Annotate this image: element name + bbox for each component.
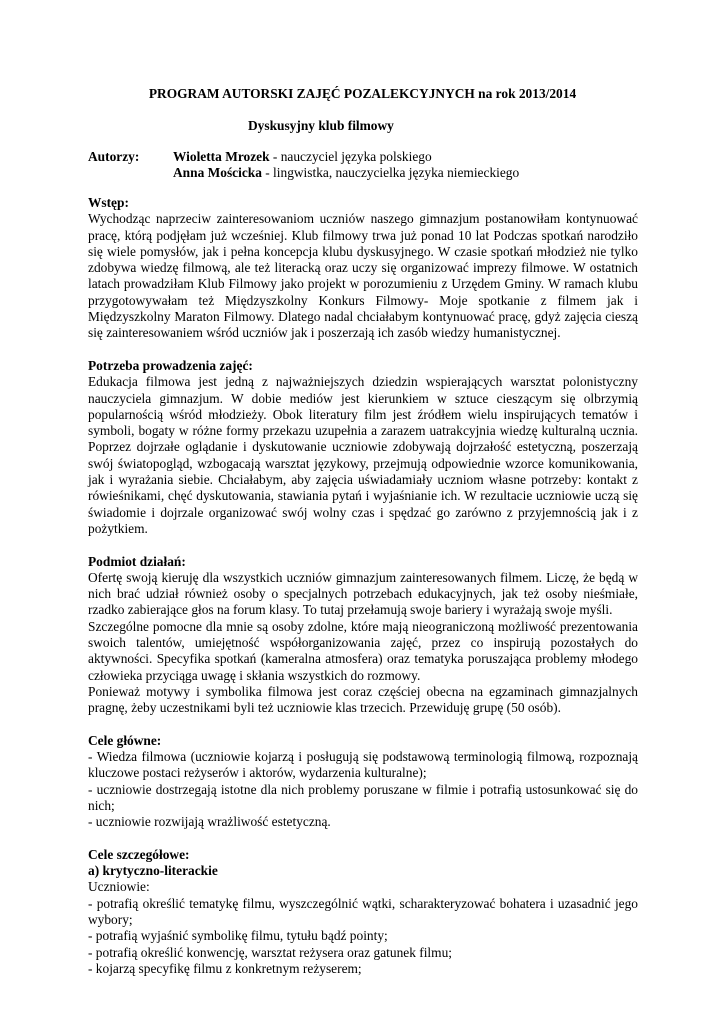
list-lead: Uczniowie: xyxy=(88,879,150,895)
section-main-goals xyxy=(88,733,638,831)
author-line xyxy=(88,165,519,181)
list-item: - uczniowie rozwijają wrażliwość estetyczną. xyxy=(88,814,331,830)
section-paragraph: Edukacja filmowa jest jedną z najważniejszych dziedzin wspierających warsztat polonistyczny nauczyciela gimnazjum. W dobie mediów jest kierunkiem w sztuce cieszącym się olbrzymią popularnością wśród młodzieży. Obok literatury film jest źródłem wielu inspirujących tematów i symboli, bogaty w różne formy przekazu uzupełnia a zarazem uatrakcyjnia wiedzę kulturalną ucznia. Poprzez dojrzałe oglądanie i dyskutowanie uczniowie zdobywają dojrzałość estetyczną, poszerzają swój światopogląd, wzbogacają warsztat językowy, przejmują odpowiednie wzorce komunikowania, jak i wyrażania siebie. Chciałabym, aby zajęcia uświadamiały uczniom własne potrzeby: kontakt z rówieśnikami, chęć dyskutowania, stawiania pytań i wyjaśnianie ich. W rezultacie uczniowie uczą się świadomie i dojrzale organizować swój wolny czas i spędzać go zarówno z przyjemnością jak i z pożytkiem. xyxy=(88,374,638,536)
section-intro xyxy=(88,195,638,342)
document-body xyxy=(88,195,638,994)
list-item: - Wiedza filmowa (uczniowie kojarzą i posługują się podstawową terminologią filmową, rozpoznają kluczowe postaci reżyserów i aktorów, wydarzenia kulturalne); xyxy=(88,749,638,781)
section-need xyxy=(88,358,638,537)
section-subheading: a) krytyczno-literackie xyxy=(88,863,218,879)
authors-label: Autorzy: xyxy=(88,149,140,164)
document-title: PROGRAM AUTORSKI ZAJĘĆ POZALEKCYJNYCH na rok 2013/2014 xyxy=(148,86,577,101)
authors-block xyxy=(88,149,519,182)
section-heading: Cele szczegółowe: xyxy=(88,846,190,862)
section-paragraph: Wychodząc naprzeciw zainteresowaniom uczniów naszego gimnazjum postanowiłam kontynuować pracę, którą podjęłam już wcześniej. Klub filmowy trwa już ponad 10 lat Podczas spotkań narodziło się wiele pomysłów, jak i pełna koncepcja klubu dyskusyjnego. W czasie spotkań młodzież nie tylko zdobywa wiedzę filmową, ale też literacką oraz uczy się organizować imprezy filmowe. W ostatnich latach prowadziłam Klub Filmowy jako projekt w porozumieniu z Urzędem Gminy. W ramach klubu przygotowywałam też Międzyszkolny Konkurs Filmowy- Moje spotkanie z filmem jak i Międzyszkolny Maraton Filmowy. Dlatego nadal chciałabym kontynuować pracę, gdyż zajęcia cieszą się zainteresowaniem wśród uczniów jak i poszerzają ich zasób wiedzy humanistycznej. xyxy=(88,211,638,341)
section-paragraph: Szczególne pomocne dla mnie są osoby zdolne, które mają nieograniczoną możliwość prezentowania swoich talentów, umiejętność współorganizowania zajęć, przez co inspirują pozostałych do aktywności. Specyfika spotkań (kameralna atmosfera) oraz tematyka poruszająca problemy młodego człowieka przyciąga uwagę i skłania wszystkich do rozmowy. xyxy=(88,618,638,683)
list-item: - uczniowie dostrzegają istotne dla nich problemy poruszane w filmie i potrafią ustosunkować się do nich; xyxy=(88,781,638,813)
section-heading: Podmiot działań: xyxy=(88,553,186,569)
list-item: - kojarzą specyfikę filmu z konkretnym reżyserem; xyxy=(88,960,362,976)
section-heading: Wstęp: xyxy=(88,195,129,210)
section-paragraph: Ofertę swoją kieruję dla wszystkich uczniów gimnazjum zainteresowanych filmem. Liczę, że będą w nich brać udział również osoby o specjalnych potrzebach edukacyjnych, jak też osoby nieśmiałe, rzadko zabierające głos na forum klasy. To tutaj przełamują swoje bariery i wyrażają swoje myśli. xyxy=(88,569,638,618)
author-name: Wioletta Mrozek xyxy=(173,149,270,164)
list-item: - potrafią określić tematykę filmu, wyszczególnić wątki, scharakteryzować bohatera i uzasadnić jego wybory; xyxy=(88,895,638,928)
section-heading: Cele główne: xyxy=(88,732,162,748)
author-role: - lingwistka, nauczycielka języka niemieckiego xyxy=(261,165,520,181)
author-line xyxy=(88,149,519,165)
section-detailed-goals xyxy=(88,847,638,977)
section-heading: Potrzeba prowadzenia zajęć: xyxy=(88,357,253,373)
author-name: Anna Mościcka xyxy=(173,165,262,181)
section-paragraph: Ponieważ motywy i symbolika filmowa jest coraz częściej obecna na egzaminach gimnazjalnych pragnę, żeby uczestnikami byli też uczniowie klas trzecich. Przewiduję grupę (50 osób). xyxy=(88,683,638,716)
list-item: - potrafią określić konwencję, warsztat reżysera oraz gatunek filmu; xyxy=(88,944,452,960)
section-subject xyxy=(88,554,638,717)
author-role: - nauczyciel języka polskiego xyxy=(269,149,432,164)
list-item: - potrafią wyjaśnić symbolikę filmu, tytułu bądź pointy; xyxy=(88,928,388,944)
document-subtitle: Dyskusyjny klub filmowy xyxy=(248,118,394,133)
